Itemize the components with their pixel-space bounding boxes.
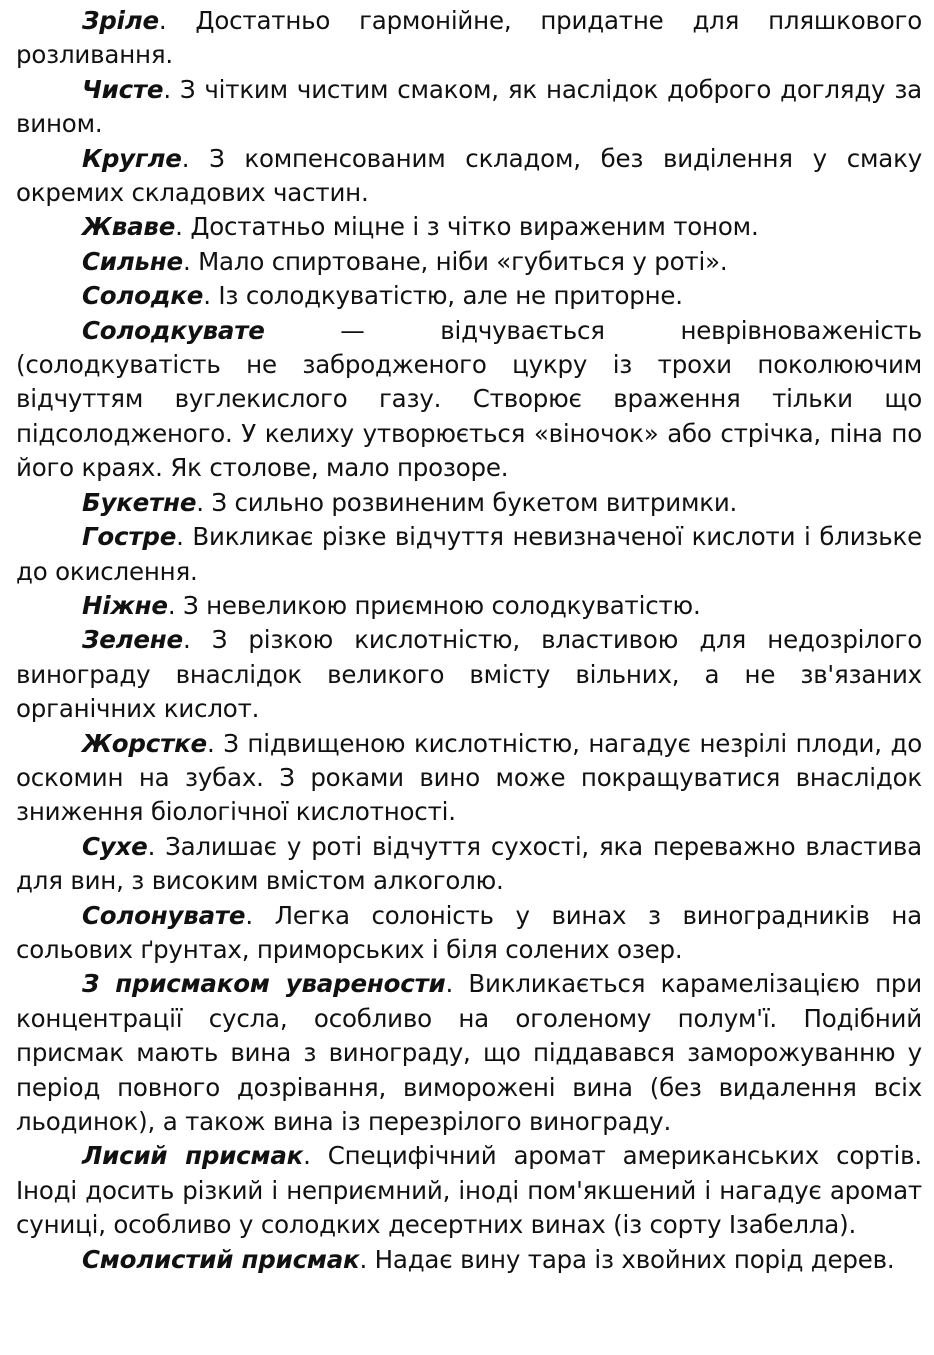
definition-text: . Із солодкуватістю, але не приторне. xyxy=(203,281,683,311)
definition-term: Гостре xyxy=(82,522,177,552)
definition-term: Сухе xyxy=(82,831,148,861)
definition-text: . Залишає у роті відчуття сухості, яка переважно властива для вин, з високим вмістом алкоголю. xyxy=(16,831,922,896)
definition-text: . З чітким чистим смаком, як наслідок доброго догляду за вином. xyxy=(16,74,922,139)
definition-text: . Легка солоність у винах з виноградників на сольових ґрунтах, приморських і біля солених озер. xyxy=(16,900,922,964)
definition-text: . Викликає різке відчуття невизначеної кислоти і близьке до окислення. xyxy=(16,522,922,586)
definition-term: Кругле xyxy=(82,143,182,173)
definition-entry xyxy=(16,210,922,244)
definition-term: Букетне xyxy=(82,487,197,517)
definition-term: Сильне xyxy=(82,246,183,276)
definition-term: Смолистий присмак xyxy=(82,1244,360,1274)
definition-text: . Викликається карамелізацією при концентрації сусла, особливо на оголеному полум'ї. Подібний присмак мають вина з винограду, що піддавався заморожуванню у період повного дозрівання, виморожені вина (без видалення всіх льодинок), а також вина із перезрілого винограду. xyxy=(16,969,922,1136)
definition-entry xyxy=(16,1139,922,1242)
definition-entry xyxy=(16,486,922,520)
definition-term: Зріле xyxy=(82,6,159,35)
definition-term: Солодкувате xyxy=(82,315,265,345)
definition-entry xyxy=(16,899,922,968)
definition-text: . Достатньо міцне і з чітко вираженим тоном. xyxy=(175,212,759,242)
definition-text: . З компенсованим складом, без виділення у смаку окремих складових частин. xyxy=(16,143,922,208)
definition-entry xyxy=(16,967,922,1139)
document-page xyxy=(16,4,922,1277)
definition-entry xyxy=(16,830,922,899)
definition-term: Зелене xyxy=(82,625,183,655)
definition-entry xyxy=(16,279,922,313)
definition-term: З присмаком уварености xyxy=(82,969,446,999)
definition-text: . З різкою кислотністю, властивою для недозрілого винограду внаслідок великого вмісту вільних, а не зв'язаних органічних кислот. xyxy=(16,625,922,724)
definition-term: Солонувате xyxy=(82,900,246,930)
definition-text: . З підвищеною кислотністю, нагадує незрілі плоди, до оскомин на зубах. З роками вино може покращуватися внаслідок зниження біологічної кислотності. xyxy=(16,728,922,827)
definition-term: Лисий присмак xyxy=(82,1141,304,1171)
definition-text: . З сильно розвиненим букетом витримки. xyxy=(196,487,738,517)
definition-text: . Мало спиртоване, ніби «губиться у роті». xyxy=(182,246,728,276)
definition-entry xyxy=(16,4,922,73)
definition-text: — відчувається неврівноваженість (солодкуватість не забродженого цукру із трохи поколюючим відчуттям вуглекислого газу. Створює враження тільки що підсолодженого. У келиху утворюється «віночок» або стрічка, піна по його краях. Як столове, мало прозоре. xyxy=(16,315,922,483)
definition-term: Чисте xyxy=(82,74,164,104)
definition-term: Жорстке xyxy=(82,728,207,758)
definition-term: Жваве xyxy=(82,212,176,242)
definition-entry xyxy=(16,73,922,142)
definition-text: . Специфічний аромат американських сортів. Іноді досить різкий і неприємний, іноді пом'якшений і нагадує аромат суниці, особливо у солодких десертних винах (із сорту Ізабелла). xyxy=(16,1141,922,1240)
definition-entry xyxy=(16,1243,922,1277)
definition-entry xyxy=(16,589,922,623)
definition-entry xyxy=(16,314,922,486)
definition-term: Солодке xyxy=(82,281,204,311)
definition-term: Ніжне xyxy=(82,590,168,620)
definition-text: . З невеликою приємною солодкуватістю. xyxy=(167,590,701,620)
definition-text: . Достатньо гармонійне, придатне для пляшкового розливання. xyxy=(16,6,922,70)
definition-text: . Надає вину тара із хвойних порід дерев. xyxy=(359,1244,895,1274)
definition-entry xyxy=(16,520,922,589)
definition-entry xyxy=(16,245,922,279)
definition-entry xyxy=(16,623,922,726)
definition-entry xyxy=(16,142,922,211)
definition-entry xyxy=(16,727,922,830)
